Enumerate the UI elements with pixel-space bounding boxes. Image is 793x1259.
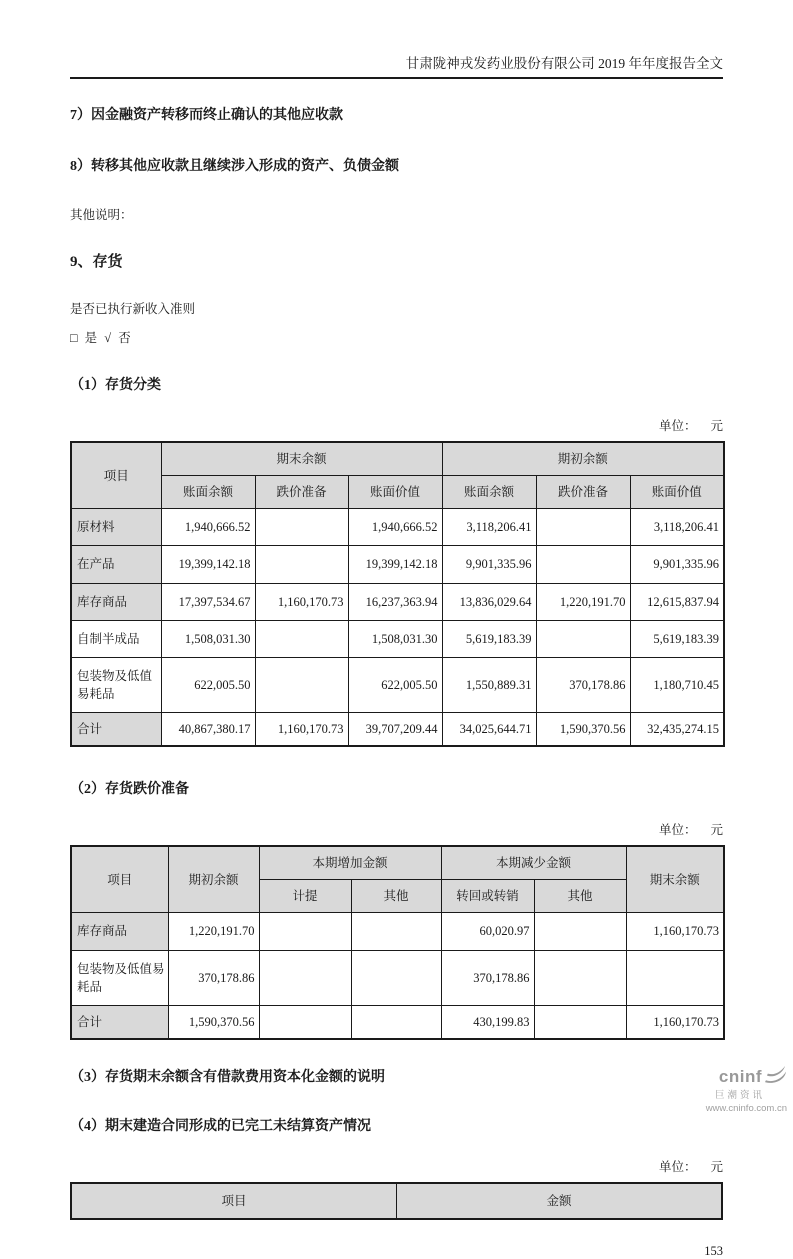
heading-inventory-provision: （2）存货跌价准备 bbox=[70, 782, 189, 798]
cell: 16,237,363.94 bbox=[348, 583, 442, 620]
table-row-finished-goods bbox=[71, 583, 724, 620]
row-label: 库存商品 bbox=[71, 913, 168, 950]
t1-col-beginning-book-value: 账面价值 bbox=[630, 476, 724, 509]
cell: 1,590,370.56 bbox=[536, 713, 630, 747]
t1-col-beginning-provision: 跌价准备 bbox=[536, 476, 630, 509]
table-row-finished-goods bbox=[71, 913, 724, 950]
document-header bbox=[70, 0, 723, 79]
cell bbox=[534, 913, 626, 950]
t2-col-beginning-balance: 期初余额 bbox=[168, 846, 259, 913]
yes-no-line: □ 是 √ 否 bbox=[70, 331, 133, 345]
other-note-label: 其他说明： bbox=[70, 208, 133, 222]
t2-col-increase-other: 其他 bbox=[351, 880, 441, 913]
cell: 1,220,191.70 bbox=[168, 913, 259, 950]
unit-value: 元 bbox=[710, 823, 723, 838]
t1-col-ending-book-balance: 账面余额 bbox=[161, 476, 255, 509]
cell: 17,397,534.67 bbox=[161, 583, 255, 620]
t1-header-row-1 bbox=[71, 442, 724, 476]
cell bbox=[536, 546, 630, 583]
cell: 1,590,370.56 bbox=[168, 1005, 259, 1039]
cell: 622,005.50 bbox=[348, 657, 442, 712]
cell: 1,160,170.73 bbox=[255, 713, 348, 747]
row-label: 合计 bbox=[71, 1005, 168, 1039]
cell bbox=[351, 1005, 441, 1039]
cell: 9,901,335.96 bbox=[442, 546, 536, 583]
heading-inventory-classification: （1）存货分类 bbox=[70, 378, 161, 393]
inventory-classification-table bbox=[70, 441, 725, 747]
cell: 40,867,380.17 bbox=[161, 713, 255, 747]
heading-item-7: 7）因金融资产转移而终止确认的其他应收款 bbox=[70, 108, 343, 123]
unit-line-1 bbox=[70, 416, 723, 434]
cell bbox=[259, 950, 351, 1005]
row-label: 库存商品 bbox=[71, 583, 161, 620]
cell: 3,118,206.41 bbox=[630, 509, 724, 546]
t2-header-row-1 bbox=[71, 846, 724, 880]
cell: 1,220,191.70 bbox=[536, 583, 630, 620]
cell: 1,508,031.30 bbox=[161, 620, 255, 657]
cell bbox=[536, 620, 630, 657]
cninfo-swoosh-icon bbox=[764, 1065, 787, 1091]
unit-label: 单位： bbox=[658, 823, 697, 838]
t1-header-row-2 bbox=[71, 476, 724, 509]
cell: 9,901,335.96 bbox=[630, 546, 724, 583]
row-label: 原材料 bbox=[71, 509, 161, 546]
t3-col-amount: 金额 bbox=[397, 1183, 723, 1219]
cell: 370,178.86 bbox=[441, 950, 534, 1005]
table-row-total bbox=[71, 1005, 724, 1039]
cell: 5,619,183.39 bbox=[630, 620, 724, 657]
t2-col-item: 项目 bbox=[71, 846, 168, 913]
heading-construction-contracts: （4）期末建造合同形成的已完工未结算资产情况 bbox=[70, 1118, 371, 1134]
cell: 370,178.86 bbox=[536, 657, 630, 712]
cell bbox=[259, 913, 351, 950]
t3-header-row bbox=[71, 1183, 722, 1219]
cell: 60,020.97 bbox=[441, 913, 534, 950]
t1-col-item: 项目 bbox=[71, 442, 161, 509]
new-revenue-question: 是否已执行新收入准则 bbox=[70, 302, 196, 316]
cell: 1,160,170.73 bbox=[626, 913, 724, 950]
row-label: 包装物及低值易耗品 bbox=[71, 950, 168, 1005]
row-label: 自制半成品 bbox=[71, 620, 161, 657]
cell: 430,199.83 bbox=[441, 1005, 534, 1039]
t2-col-reversal: 转回或转销 bbox=[441, 880, 534, 913]
t1-col-beginning-book-balance: 账面余额 bbox=[442, 476, 536, 509]
cell bbox=[255, 620, 348, 657]
unit-label: 单位： bbox=[658, 419, 697, 433]
unit-line-3 bbox=[70, 1157, 723, 1175]
table-row-total bbox=[71, 713, 724, 747]
cell: 32,435,274.15 bbox=[630, 713, 724, 747]
unit-label: 单位： bbox=[658, 1159, 697, 1174]
cell: 1,508,031.30 bbox=[348, 620, 442, 657]
cell bbox=[259, 1005, 351, 1039]
construction-contract-table bbox=[70, 1182, 723, 1220]
row-label: 在产品 bbox=[71, 546, 161, 583]
unit-value: 元 bbox=[710, 1159, 723, 1174]
cell: 370,178.86 bbox=[168, 950, 259, 1005]
cell bbox=[351, 950, 441, 1005]
t1-col-ending-book-value: 账面价值 bbox=[348, 476, 442, 509]
t2-group-decrease: 本期减少金额 bbox=[441, 846, 626, 880]
row-label: 合计 bbox=[71, 713, 161, 747]
cell bbox=[534, 1005, 626, 1039]
cninfo-url: www.cninfo.com.cn bbox=[705, 1102, 787, 1114]
cninfo-chinese-name: 巨潮资讯 bbox=[714, 1090, 765, 1102]
table-row-semi-finished bbox=[71, 620, 724, 657]
cell: 622,005.50 bbox=[161, 657, 255, 712]
cell: 39,707,209.44 bbox=[348, 713, 442, 747]
cell: 5,619,183.39 bbox=[442, 620, 536, 657]
cell: 3,118,206.41 bbox=[442, 509, 536, 546]
t2-col-ending-balance: 期末余额 bbox=[626, 846, 724, 913]
cell: 19,399,142.18 bbox=[348, 546, 442, 583]
cell: 1,940,666.52 bbox=[348, 509, 442, 546]
cell: 1,160,170.73 bbox=[255, 583, 348, 620]
cell: 13,836,029.64 bbox=[442, 583, 536, 620]
row-label: 包装物及低值易耗品 bbox=[71, 657, 161, 712]
t3-col-item: 项目 bbox=[71, 1183, 397, 1219]
cell: 12,615,837.94 bbox=[630, 583, 724, 620]
cell bbox=[534, 950, 626, 1005]
cell bbox=[255, 546, 348, 583]
table-row-raw-materials bbox=[71, 509, 724, 546]
cell: 1,940,666.52 bbox=[161, 509, 255, 546]
cninfo-brand-text: cninf bbox=[718, 1066, 762, 1086]
heading-inventory: 9、存货 bbox=[70, 254, 123, 270]
t2-col-accrual: 计提 bbox=[259, 880, 351, 913]
table-row-packaging-materials bbox=[71, 657, 724, 712]
t1-group-ending-balance: 期末余额 bbox=[161, 442, 442, 476]
cninfo-logo bbox=[706, 1065, 787, 1114]
table-row-work-in-progress bbox=[71, 546, 724, 583]
cell bbox=[536, 509, 630, 546]
unit-value: 元 bbox=[710, 419, 723, 433]
heading-item-8: 8）转移其他应收款且继续涉入形成的资产、负债金额 bbox=[70, 159, 399, 174]
cell bbox=[351, 913, 441, 950]
heading-capitalized-borrowing-costs: （3）存货期末余额含有借款费用资本化金额的说明 bbox=[70, 1069, 385, 1085]
unit-line-2 bbox=[70, 820, 723, 838]
cell: 34,025,644.71 bbox=[442, 713, 536, 747]
cell bbox=[255, 657, 348, 712]
t1-col-ending-provision: 跌价准备 bbox=[255, 476, 348, 509]
cell: 1,160,170.73 bbox=[626, 1005, 724, 1039]
document-header-title: 甘肃陇神戎发药业股份有限公司 2019 年年度报告全文 bbox=[405, 56, 723, 71]
cell: 1,550,889.31 bbox=[442, 657, 536, 712]
cell: 19,399,142.18 bbox=[161, 546, 255, 583]
t2-group-increase: 本期增加金额 bbox=[259, 846, 441, 880]
cell: 1,180,710.45 bbox=[630, 657, 724, 712]
cell bbox=[626, 950, 724, 1005]
t2-col-decrease-other: 其他 bbox=[534, 880, 626, 913]
page-number: 153 bbox=[704, 1244, 723, 1258]
t1-group-beginning-balance: 期初余额 bbox=[442, 442, 724, 476]
inventory-provision-table bbox=[70, 845, 725, 1040]
table-row-packaging-materials bbox=[71, 950, 724, 1005]
cell bbox=[255, 509, 348, 546]
